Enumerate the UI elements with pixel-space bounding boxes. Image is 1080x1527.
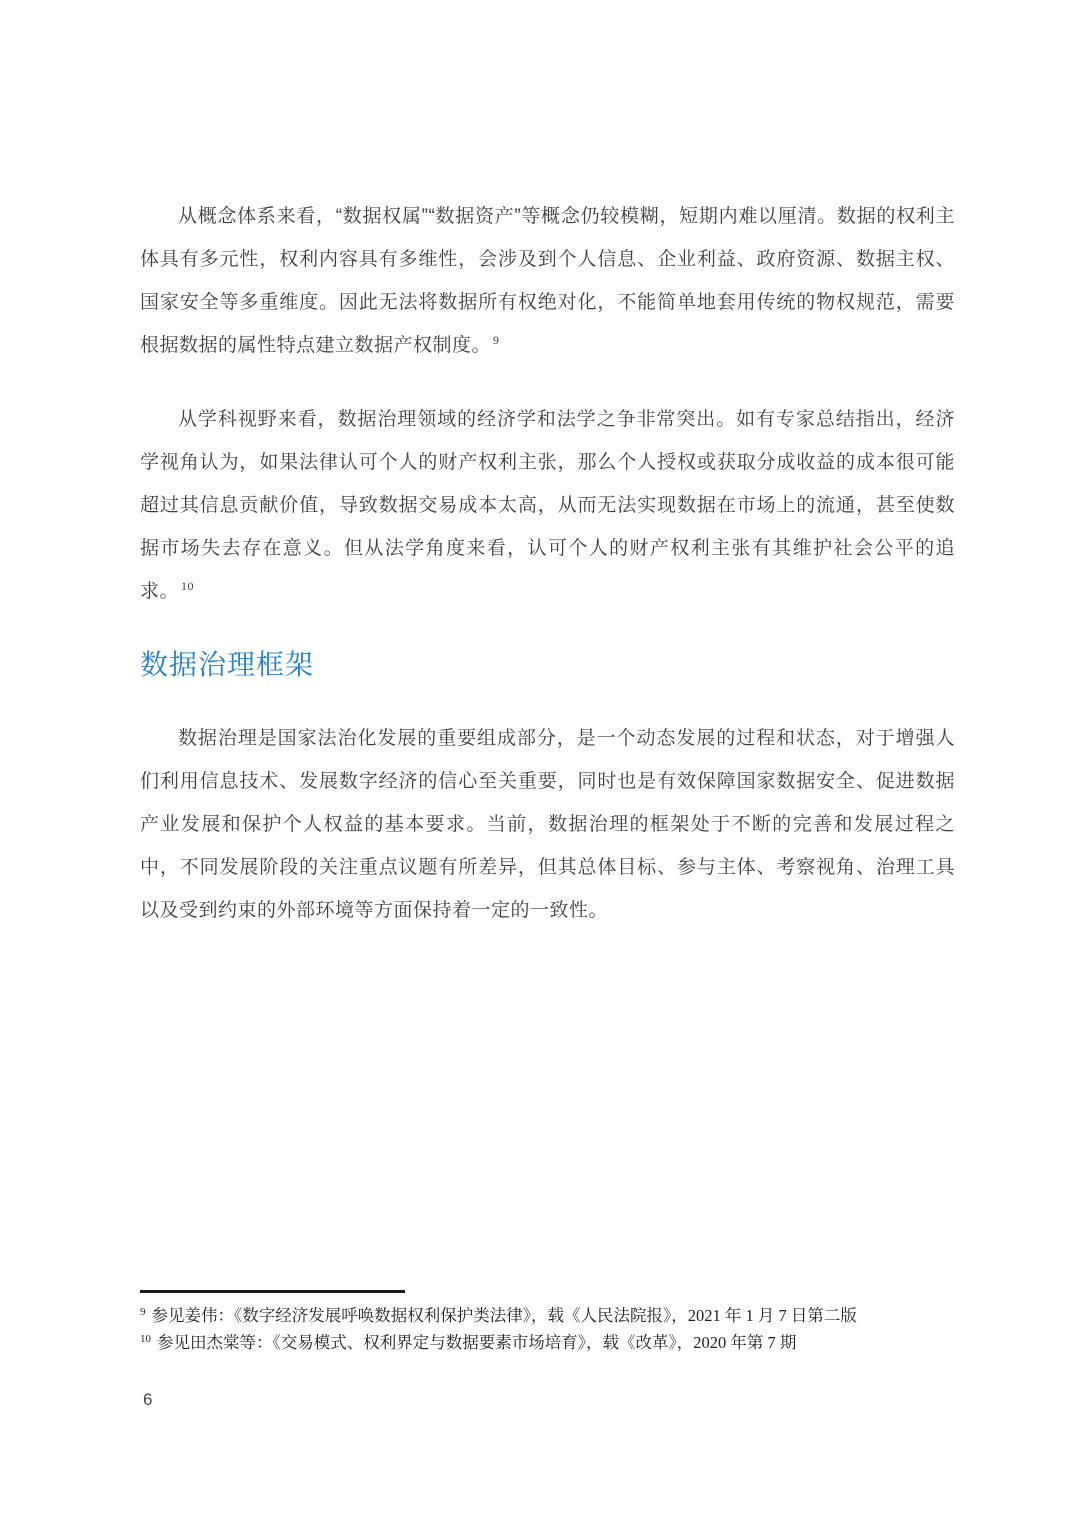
section-heading-data-governance-framework: 数据治理框架: [140, 649, 315, 680]
footnote-marker-10: 10: [140, 1332, 151, 1345]
page-number: 6: [143, 1390, 153, 1409]
footnote-ref-10: 10: [181, 578, 195, 593]
footnote-ref-9: 9: [493, 332, 500, 347]
footnote-marker-9: 9: [140, 1305, 146, 1318]
paragraph-text: 从概念体系来看，“数据权属”“数据资产”等概念仍较模糊，短期内难以厘清。数据的权利主体具有多元性，权利内容具有多维性，会涉及到个人信息、企业利益、政府资源、数据主权、国家安全等多重维度。因此无法将数据所有权绝对化，不能简单地套用传统的物权规范，需要根据数据的属性特点建立数据产权制度。: [140, 206, 955, 356]
paragraph-discipline-view: [140, 398, 955, 613]
footnote-area: [140, 1290, 955, 1356]
footnote-text-10: 参见田杰棠等：《交易模式、权利界定与数据要素市场培育》，载《改革》，2020 年第 7 期: [157, 1333, 797, 1352]
footnote-item-9: [140, 1302, 955, 1329]
paragraph-concept-system: [140, 195, 955, 367]
footnote-separator: [140, 1290, 405, 1293]
footnote-text-9: 参见姜伟：《数字经济发展呼唤数据权利保护类法律》，载《人民法院报》，2021 年 1 月 7 日第二版: [151, 1306, 857, 1325]
paragraph-text: 数据治理是国家法治化发展的重要组成部分，是一个动态发展的过程和状态，对于增强人们利用信息技术、发展数字经济的信心至关重要，同时也是有效保障国家数据安全、促进数据产业发展和保护个人权益的基本要求。当前，数据治理的框架处于不断的完善和发展过程之中，不同发展阶段的关注重点议题有所差异，但其总体目标、参与主体、考察视角、治理工具以及受到约束的外部环境等方面保持着一定的一致性。: [140, 728, 955, 921]
paragraph-text: 从学科视野来看，数据治理领域的经济学和法学之争非常突出。如有专家总结指出，经济学视角认为，如果法律认可个人的财产权利主张，那么个人授权或获取分成收益的成本很可能超过其信息贡献价值，导致数据交易成本太高，从而无法实现数据在市场上的流通，甚至使数据市场失去存在意义。但从法学角度来看，认可个人的财产权利主张有其维护社会公平的追求。: [140, 409, 955, 602]
footnote-item-10: [140, 1329, 955, 1356]
paragraph-governance-framework: [140, 717, 955, 932]
